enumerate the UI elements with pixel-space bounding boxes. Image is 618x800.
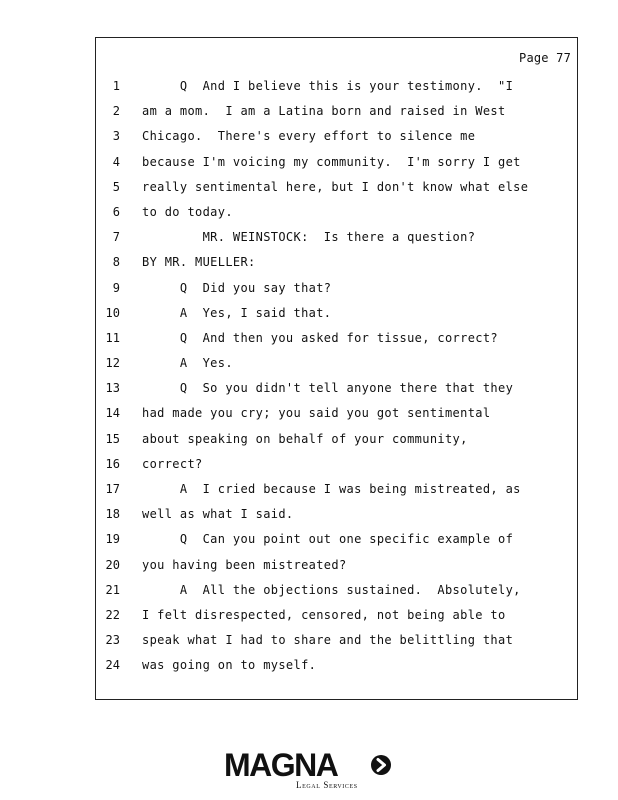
line-text: A Yes. [142, 356, 233, 371]
transcript-line [96, 427, 577, 452]
line-number: 2 [112, 104, 120, 119]
line-text: Q Did you say that? [142, 280, 332, 295]
transcript-line [96, 527, 577, 552]
line-text: am a mom. I am a Latina born and raised in West [142, 104, 506, 119]
transcript-page [95, 37, 578, 700]
line-text: you having been mistreated? [142, 557, 347, 572]
line-number: 7 [112, 230, 120, 245]
transcript-line [96, 351, 577, 376]
transcript-line [96, 628, 577, 653]
transcript-line [96, 653, 577, 678]
line-number: 4 [112, 154, 120, 169]
line-number: 17 [105, 482, 120, 496]
line-text: speak what I had to share and the belittling that [142, 633, 514, 648]
transcript-line [96, 150, 577, 175]
transcript-line [96, 502, 577, 527]
transcript-line [96, 124, 577, 149]
transcript-line [96, 99, 577, 124]
magna-logo [224, 748, 394, 792]
line-number: 10 [105, 305, 120, 320]
transcript-line [96, 200, 577, 225]
line-number: 9 [112, 280, 120, 295]
line-number: 8 [112, 255, 120, 270]
line-text: Q And then you asked for tissue, correct? [142, 330, 499, 345]
line-text: had made you cry; you said you got sentimental [142, 406, 491, 421]
line-text: Q And I believe this is your testimony. "I [142, 79, 514, 93]
transcript-line [96, 376, 577, 401]
line-text: A I cried because I was being mistreated, as [142, 482, 521, 496]
line-text: MR. WEINSTOCK: Is there a question? [142, 230, 476, 245]
transcript-lines [96, 74, 577, 679]
line-text: well as what I said. [142, 507, 294, 522]
transcript-line [96, 301, 577, 326]
line-number: 6 [112, 204, 120, 219]
line-number: 14 [105, 406, 120, 421]
logo-subtitle: Legal Services [296, 780, 358, 790]
line-number: 22 [105, 607, 120, 622]
logo-wordmark: MAGNA [224, 747, 338, 783]
transcript-line [96, 553, 577, 578]
line-number: 1 [112, 79, 120, 93]
chevron-right-circle-icon [370, 754, 392, 776]
line-text: Q So you didn't tell anyone there that they [142, 381, 514, 396]
transcript-line [96, 477, 577, 502]
line-number: 20 [105, 557, 120, 572]
line-text: correct? [142, 456, 203, 471]
transcript-line [96, 74, 577, 99]
line-text: really sentimental here, but I don't know what else [142, 179, 529, 194]
line-number: 5 [112, 179, 120, 194]
transcript-line [96, 276, 577, 301]
line-text: A All the objections sustained. Absolutely, [142, 582, 521, 597]
line-number: 15 [105, 431, 120, 446]
line-text: to do today. [142, 204, 233, 219]
line-text: A Yes, I said that. [142, 305, 332, 320]
line-number: 18 [105, 507, 120, 522]
transcript-line [96, 401, 577, 426]
line-text: about speaking on behalf of your community, [142, 431, 468, 446]
transcript-line [96, 326, 577, 351]
transcript-line [96, 603, 577, 628]
transcript-line [96, 452, 577, 477]
line-text: Q Can you point out one specific example of [142, 532, 514, 547]
page-number: Page 77 [519, 51, 571, 65]
line-number: 21 [105, 582, 120, 597]
transcript-line [96, 578, 577, 603]
line-text: because I'm voicing my community. I'm sorry I get [142, 154, 521, 169]
line-number: 24 [105, 658, 120, 673]
line-number: 16 [105, 456, 120, 471]
line-number: 3 [112, 129, 120, 144]
line-text: BY MR. MUELLER: [142, 255, 256, 270]
line-number: 23 [105, 633, 120, 648]
line-text: Chicago. There's every effort to silence me [142, 129, 476, 144]
line-text: was going on to myself. [142, 658, 317, 673]
line-number: 19 [105, 532, 120, 547]
transcript-line [96, 175, 577, 200]
line-number: 13 [105, 381, 120, 396]
transcript-line [96, 250, 577, 275]
transcript-line [96, 225, 577, 250]
line-number: 12 [105, 356, 120, 371]
line-text: I felt disrespected, censored, not being able to [142, 607, 506, 622]
line-number: 11 [105, 330, 120, 345]
